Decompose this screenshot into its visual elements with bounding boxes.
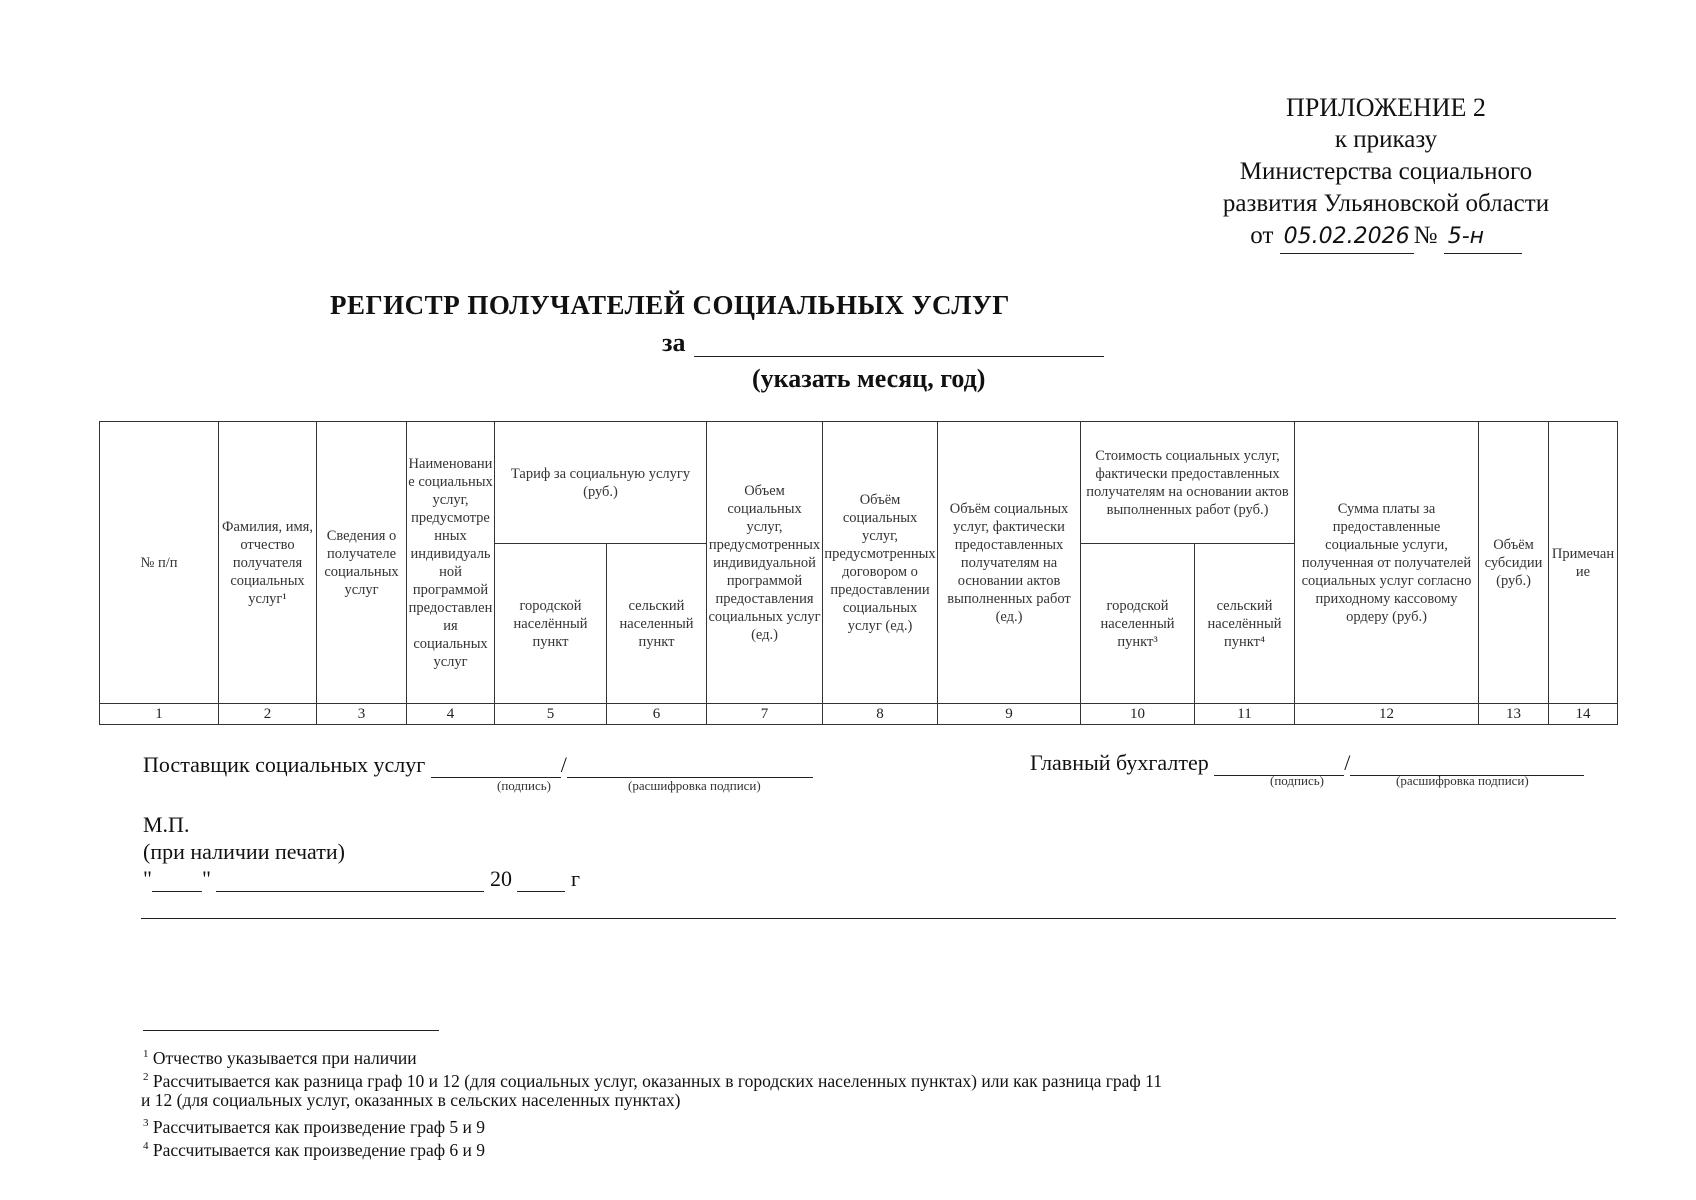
stamp-label: М.П. <box>143 812 190 837</box>
supplier-sign-field[interactable] <box>431 755 561 778</box>
period-label: за <box>662 328 686 357</box>
register-table <box>99 421 1618 725</box>
appendix-line-3: развития Ульяновской области <box>1222 190 1550 217</box>
header-col-13: Объём субсидии (руб.) <box>1479 422 1549 704</box>
header-col-5: городской населённый пункт <box>495 544 607 704</box>
order-number: 5-н <box>1444 221 1522 254</box>
year-suffix: г <box>570 866 580 891</box>
supplier-signature-line: Поставщик социальных услуг / <box>143 752 813 778</box>
accountant-sign-hint: (подпись) <box>1270 773 1324 788</box>
header-cost-group: Стоимость социальных услуг, фактически предоставленных получателям на основании актов выполненных работ (руб.) <box>1081 422 1295 544</box>
number-label: № <box>1413 222 1438 249</box>
header-col-14: Примечание <box>1549 422 1618 704</box>
header-col-7: Объем социальных услуг, предусмотренных индивидуальной программой предоставления социальных услуг (ед.) <box>707 422 823 704</box>
accountant-signature-line: Главный бухгалтер / <box>1030 750 1584 776</box>
column-number: 12 <box>1295 704 1479 725</box>
footnote-4-text: Рассчитывается как произведение граф 6 и 9 <box>152 1139 486 1160</box>
header-col-12: Сумма платы за предоставленные социальные услуги, полученная от получателей социальных услуг согласно приходному кассовому ордеру (руб.) <box>1295 422 1479 704</box>
accountant-decode-hint: (расшифровка подписи) <box>1396 773 1529 788</box>
column-number: 2 <box>219 704 317 725</box>
column-number: 3 <box>317 704 407 725</box>
footnote-1-text: Отчество указывается при наличии <box>152 1047 417 1068</box>
month-field[interactable] <box>216 869 484 892</box>
signature-date-line: " " 20 г <box>143 866 580 891</box>
column-number: 10 <box>1081 704 1195 725</box>
footnote-2-continued: и 12 (для социальных услуг, оказанных в сельских населенных пунктах) <box>141 1090 681 1110</box>
year-prefix: 20 <box>489 866 512 891</box>
year-field[interactable] <box>517 869 565 892</box>
supplier-decode-hint: (расшифровка подписи) <box>628 778 761 793</box>
footnote-divider <box>143 1030 439 1031</box>
footnote-3: $^3$ Рассчитывается как произведение граф 5 и 9 <box>143 1116 486 1137</box>
header-col-6: сельский населенный пункт <box>607 544 707 704</box>
supplier-sign-hint: (подпись) <box>497 778 551 793</box>
header-col-4: Наименование социальных услуг, предусмотренных индивидуальной программой предоставления социальных услуг <box>407 422 495 704</box>
column-number: 1 <box>100 704 219 725</box>
column-number: 11 <box>1195 704 1295 725</box>
footnote-2-text: Рассчитывается как разница граф 10 и 12 (для социальных услуг, оказанных в городских населенных пунктах) или как разница граф 11 <box>152 1070 1162 1091</box>
column-number: 14 <box>1549 704 1618 725</box>
appendix-date-line <box>1176 220 1596 254</box>
appendix-line-1: к приказу <box>1334 126 1438 153</box>
document-title: РЕГИСТР ПОЛУЧАТЕЛЕЙ СОЦИАЛЬНЫХ УСЛУГ <box>330 290 1010 320</box>
column-number: 4 <box>407 704 495 725</box>
footnote-3-text: Рассчитывается как произведение граф 5 и 9 <box>152 1116 486 1137</box>
header-col-2: Фамилия, имя, отчество получателя социальных услуг¹ <box>219 422 317 704</box>
footnote-2: $^2$ Рассчитывается как разница граф 10 и 12 (для социальных услуг, оказанных в городских населенных пунктах) или как разница граф 11 <box>143 1070 1162 1091</box>
seal-note: (при наличии печати) <box>143 839 345 864</box>
appendix-block <box>1176 92 1596 254</box>
appendix-line-2: Министерства социального <box>1239 158 1533 185</box>
header-tariff-group: Тариф за социальную услугу (руб.) <box>495 422 707 544</box>
footnote-1: $^1$ Отчество указывается при наличии <box>143 1047 417 1068</box>
header-col-3: Сведения о получателе социальных услуг <box>317 422 407 704</box>
column-number-row <box>100 704 1618 725</box>
bottom-divider <box>141 918 1616 919</box>
supplier-label: Поставщик социальных услуг <box>143 752 426 777</box>
order-date: 05.02.2026 <box>1280 221 1414 254</box>
footnote-4: $^4$ Рассчитывается как произведение граф 6 и 9 <box>143 1139 486 1160</box>
column-number: 6 <box>607 704 707 725</box>
column-number: 5 <box>495 704 607 725</box>
accountant-label: Главный бухгалтер <box>1030 750 1209 775</box>
column-number: 8 <box>823 704 938 725</box>
header-col-1: № п/п <box>100 422 219 704</box>
column-number: 9 <box>938 704 1081 725</box>
supplier-decode-field[interactable] <box>567 755 813 778</box>
header-col-10: городской населенный пункт³ <box>1081 544 1195 704</box>
day-field[interactable] <box>152 869 202 892</box>
header-col-9: Объём социальных услуг, фактически предоставленных получателям на основании актов выполненных работ (ед.) <box>938 422 1081 704</box>
column-number: 13 <box>1479 704 1549 725</box>
period-input-line[interactable] <box>694 356 1104 357</box>
column-number: 7 <box>707 704 823 725</box>
header-col-8: Объём социальных услуг, предусмотренных договором о предоставлении социальных услуг (ед.) <box>823 422 938 704</box>
header-col-11: сельский населённый пункт⁴ <box>1195 544 1295 704</box>
from-label: от <box>1250 222 1274 249</box>
appendix-title: ПРИЛОЖЕНИЕ 2 <box>1286 93 1486 122</box>
document-subtitle: (указать месяц, год) <box>752 364 986 393</box>
